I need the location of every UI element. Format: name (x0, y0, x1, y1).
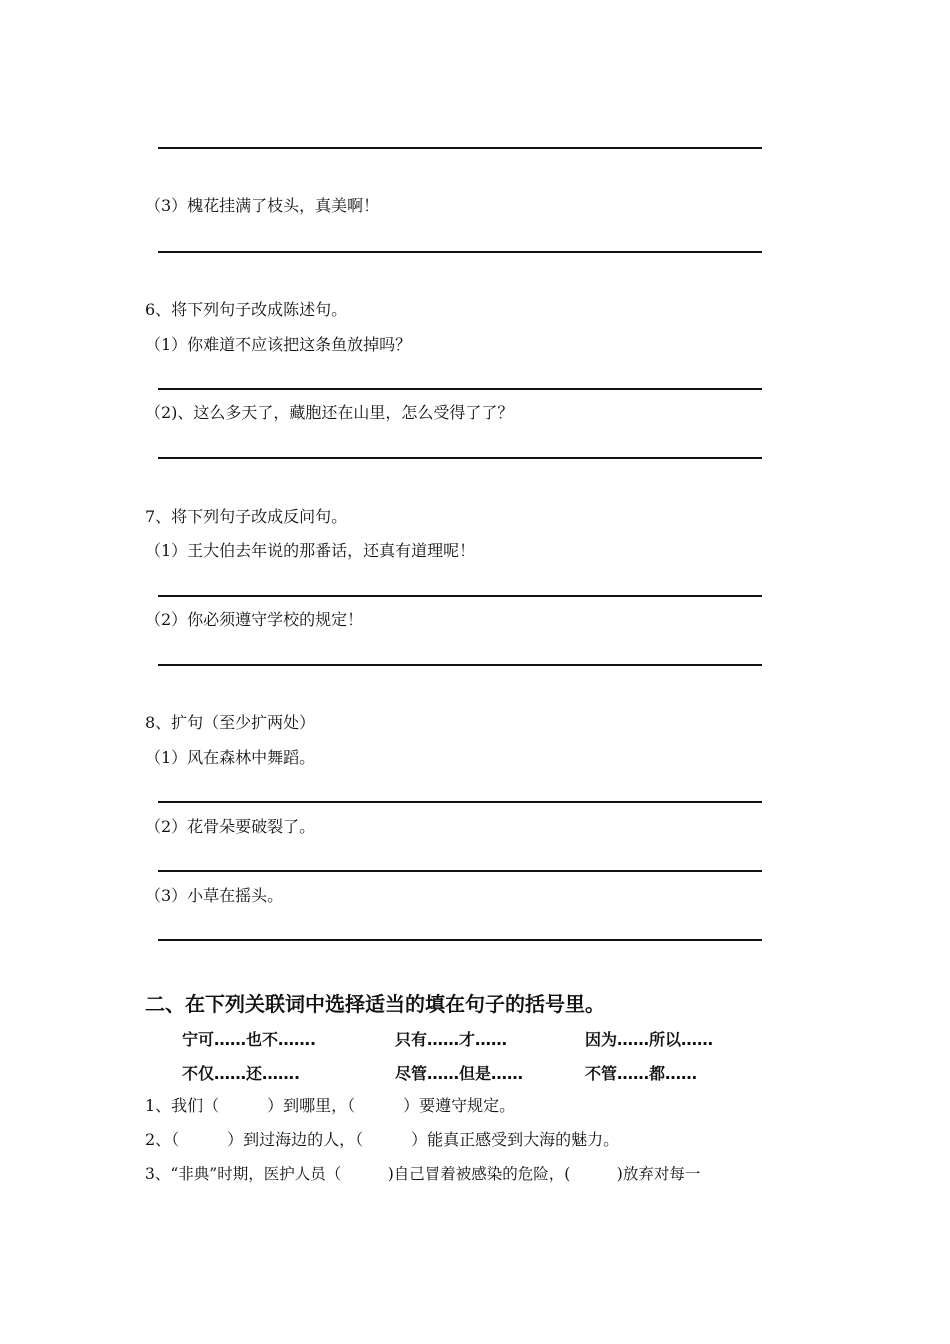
q7-item-2: （2）你必须遵守学校的规定！ (145, 610, 364, 629)
conjunction-option: 尽管……但是…… (395, 1064, 524, 1083)
answer-line (158, 664, 762, 666)
q8-title: 8、扩句（至少扩两处） (145, 713, 316, 732)
fill-sentence-2: 2、（ ）到过海边的人，（ ）能真正感受到大海的魅力。 (145, 1130, 620, 1149)
conjunction-option: 宁可……也不……. (182, 1030, 317, 1049)
answer-line (158, 457, 762, 459)
q7-item-1: （1）王大伯去年说的那番话，还真有道理呢！ (145, 541, 476, 560)
conjunction-option: 只有……才…… (395, 1030, 508, 1049)
answer-line (158, 801, 762, 803)
fill-sentence-1: 1、我们（ ）到哪里，（ ）要遵守规定。 (145, 1096, 516, 1115)
q5-item-3: （3）槐花挂满了枝头，真美啊！ (145, 196, 380, 215)
answer-line (158, 595, 762, 597)
answer-line (158, 147, 762, 149)
q8-item-1: （1）风在森林中舞蹈。 (145, 748, 316, 767)
fill-sentence-3: 3、“非典”时期，医护人员（ )自己冒着被感染的危险，( )放弃对每一 (145, 1165, 701, 1183)
section-2-heading: 二、在下列关联词中选择适当的填在句子的括号里。 (145, 992, 605, 1016)
q8-item-3: （3）小草在摇头。 (145, 886, 284, 905)
answer-line (158, 388, 762, 390)
q6-item-1: （1）你难道不应该把这条鱼放掉吗？ (145, 335, 412, 354)
conjunction-option: 因为……所以…… (585, 1030, 714, 1049)
answer-line (158, 870, 762, 872)
conjunction-option: 不管……都…… (585, 1064, 698, 1083)
q6-title: 6、将下列句子改成陈述句。 (145, 300, 348, 319)
q8-item-2: （2）花骨朵要破裂了。 (145, 817, 316, 836)
answer-line (158, 251, 762, 253)
conjunction-option: 不仅……还……. (182, 1064, 301, 1083)
q7-title: 7、将下列句子改成反问句。 (145, 507, 348, 526)
q6-item-2: （2)、这么多天了，藏胞还在山里，怎么受得了了？ (145, 403, 514, 422)
answer-line (158, 939, 762, 941)
